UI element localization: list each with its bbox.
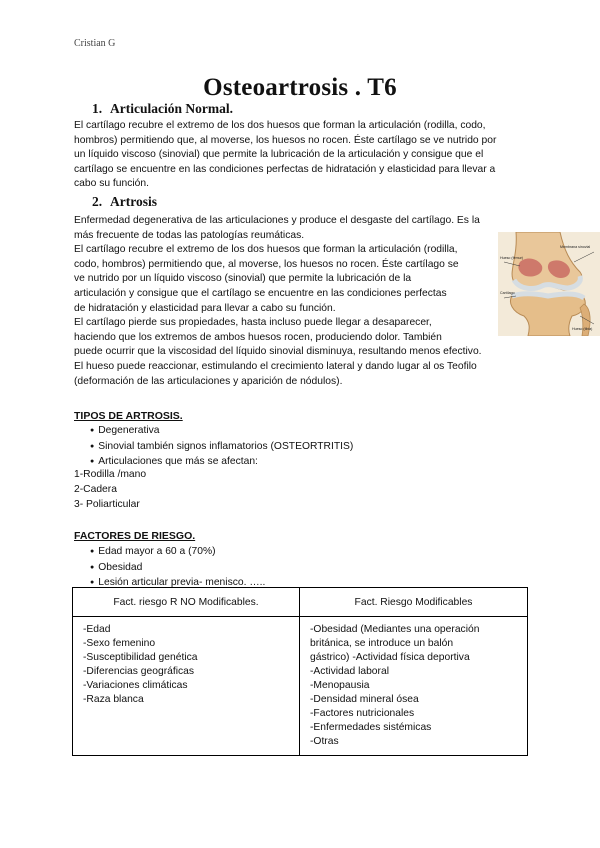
- text-line: haciendo que los extremos de ambos huesos rocen, produciendo dolor. También: [74, 331, 442, 343]
- text-line: cartílago se encuentre en las condiciones perfectas de hidratación y elasticidad para llevar a: [74, 163, 496, 175]
- text-line: hombros) permitiendo que, al moverse, los huesos no rocen. Éste cartílago se ve nutrido por: [74, 134, 497, 146]
- text-line: un líquido viscoso (sinovial) que permite la lubricación de la articulación y consigue que el: [74, 149, 484, 161]
- table-cell-line: -Raza blanca: [83, 694, 144, 705]
- table-cell-line: -Sexo femenino: [83, 638, 156, 649]
- section-2-heading: [92, 194, 157, 210]
- list-item: ● Obesidad: [90, 561, 265, 577]
- author-name: Cristian G: [74, 38, 116, 49]
- image-label: Hueso (fémur): [500, 256, 523, 260]
- section-1-title: Articulación Normal.: [110, 101, 233, 116]
- table-row: [73, 617, 528, 756]
- table-cell-line: británica, se introduce un balón: [310, 638, 454, 649]
- text-line: de hidratación y elasticidad para llevar a cabo su función.: [74, 302, 336, 314]
- modifiable-cell: [300, 617, 528, 756]
- text-line: El cartílago recubre el extremo de los dos huesos que forman la articulación (rodilla,: [74, 244, 458, 256]
- table-cell-line: -Enfermedades sistémicas: [310, 722, 432, 733]
- text-line: El hueso puede reaccionar, estimulando el crecimiento lateral y dando lugar al os Teofilo: [74, 360, 477, 372]
- document-title: Osteoartrosis . T6: [203, 74, 397, 101]
- table-cell-line: -Otras: [310, 736, 339, 747]
- text-line: (deformación de las articulaciones y aparición de nódulos).: [74, 375, 343, 387]
- text-line: El cartílago pierde sus propiedades, hasta incluso puede llegar a desaparecer,: [74, 317, 432, 329]
- text-line: Enfermedad degenerativa de las articulaciones y produce el desgaste del cartílago. Es la: [74, 215, 480, 226]
- tipos-heading: TIPOS DE ARTROSIS.: [74, 410, 183, 422]
- list-item: 1-Rodilla /mano: [74, 469, 147, 480]
- list-item: 3- Poliarticular: [74, 499, 140, 511]
- list-item: ● Articulaciones que más se afectan:: [90, 455, 353, 471]
- risk-factors-table: [72, 587, 528, 756]
- table-cell-line: -Diferencias geográficas: [83, 666, 195, 677]
- table-cell-line: -Edad: [83, 624, 111, 635]
- text-line: cabo su función.: [74, 178, 149, 190]
- list-item: ● Edad mayor a 60 a (70%): [90, 545, 265, 561]
- knee-joint-illustration: [498, 232, 600, 336]
- table-cell-line: -Variaciones climáticas: [83, 680, 188, 691]
- table-cell-line: -Actividad laboral: [310, 666, 389, 677]
- table-cell-line: -Factores nutricionales: [310, 708, 415, 719]
- list-item: ● Degenerativa: [90, 424, 353, 440]
- table-cell-line: -Menopausia: [310, 680, 370, 691]
- tipos-bullet-list: [90, 424, 353, 471]
- list-item: ● Sinovial también signos inflamatorios (OSTEORTRITIS): [90, 440, 353, 456]
- table-cell-line: -Susceptibilidad genética: [83, 652, 198, 663]
- section-2-title: Artrosis: [110, 194, 157, 209]
- image-label: Membrana sinovial: [560, 245, 591, 249]
- image-label: Hueso (tibia): [572, 327, 593, 331]
- section-2-number: 2.: [92, 194, 103, 209]
- list-item: 2-Cadera: [74, 484, 117, 496]
- text-line: puede ocurrir que la viscosidad del líquido sinovial disminuya, resultando menos efectivo.: [74, 346, 482, 358]
- factores-bullet-list: [90, 545, 265, 592]
- table-cell-line: gástrico) -Actividad física deportiva: [310, 652, 470, 663]
- table-header-modifiable: Fact. Riesgo Modificables: [300, 588, 528, 617]
- table-cell-line: -Densidad mineral ósea: [310, 694, 419, 705]
- factores-heading: FACTORES DE RIESGO.: [74, 530, 196, 542]
- table-header-row: [73, 588, 528, 617]
- section-1-number: 1.: [92, 101, 103, 116]
- tipos-numbered-list: [74, 468, 146, 514]
- table-cell-line: -Obesidad (Mediantes una operación: [310, 624, 480, 635]
- text-line: El cartílago recubre el extremo de los dos huesos que forman la articulación (rodilla, codo,: [74, 120, 486, 131]
- text-line: articulación y consigue que el cartílago se encuentre en las condiciones perfectas: [74, 287, 447, 299]
- text-line: ve nutrido por un líquido viscoso (sinovial) que permite la lubricación de la: [74, 273, 412, 285]
- text-line: codo, hombros) permitiendo que, al moverse, los huesos no rocen. Éste cartílago se: [74, 258, 459, 270]
- section-2-paragraph: [74, 214, 482, 389]
- section-1-heading: [92, 101, 233, 117]
- section-1-paragraph: [74, 119, 496, 192]
- table-header-non-modifiable: Fact. riesgo R NO Modificables.: [73, 588, 300, 617]
- text-line: más frecuente de todas las patologías reumáticas.: [74, 229, 305, 241]
- list-item: ● Lesión articular previa- menisco. …..: [90, 576, 265, 592]
- image-label: Cartílago: [500, 291, 515, 295]
- non-modifiable-cell: [73, 617, 300, 756]
